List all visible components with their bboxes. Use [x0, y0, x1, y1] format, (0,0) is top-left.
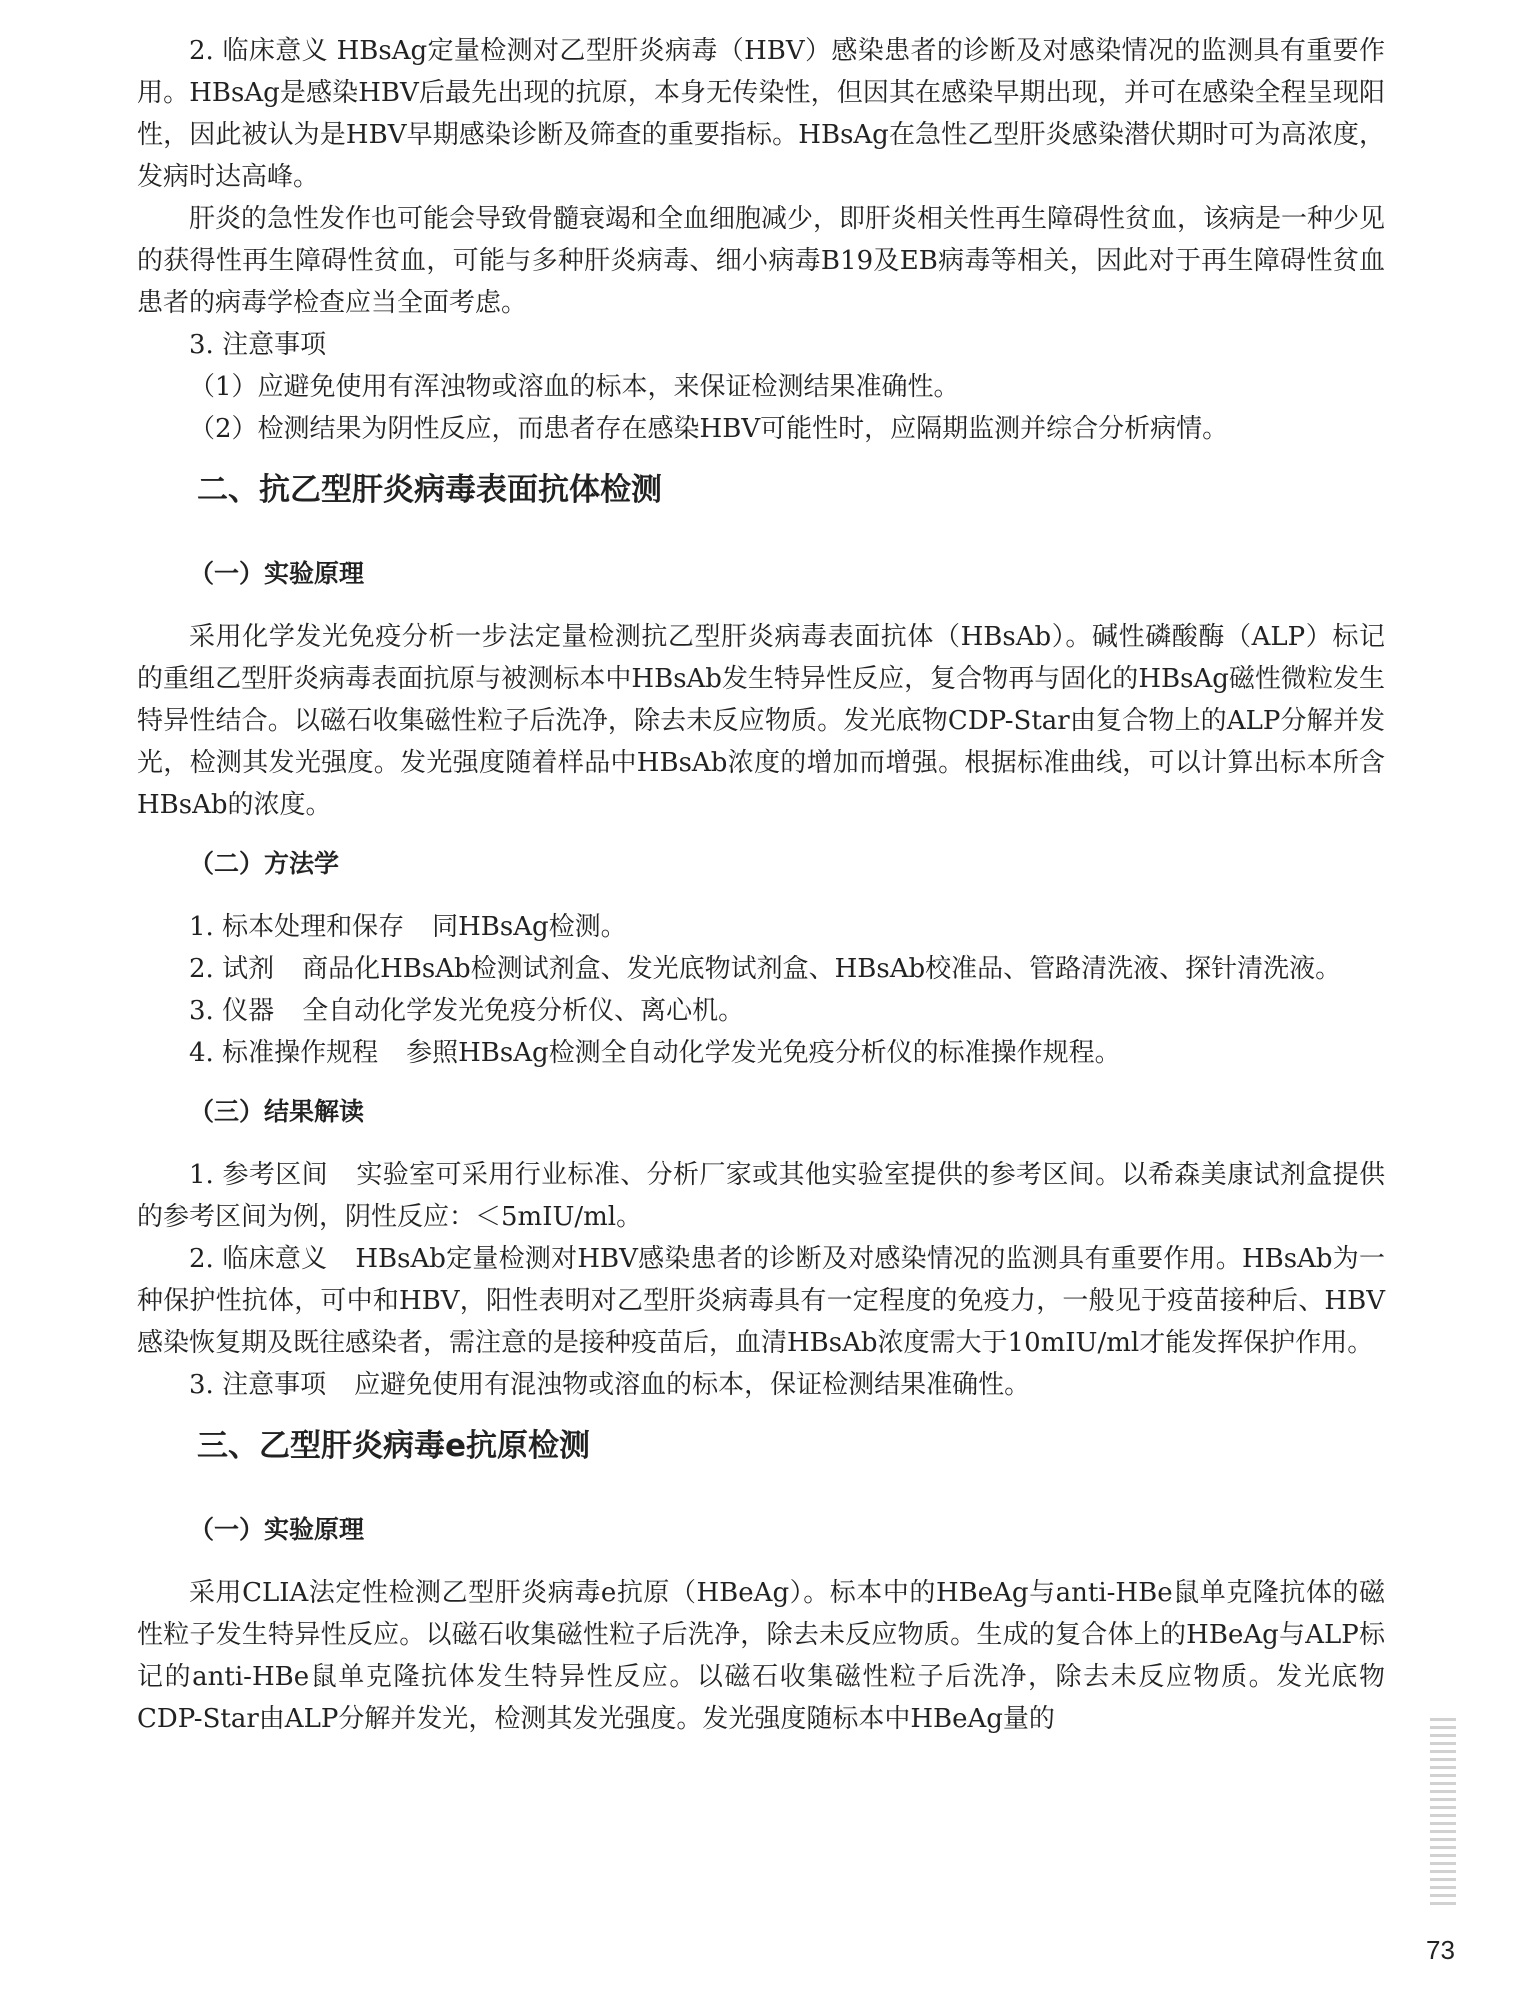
- method-item-label: 4. 标准操作规程: [189, 1038, 379, 1068]
- page-content: [137, 30, 1385, 1740]
- result-item-label: 1. 参考区间: [189, 1160, 328, 1190]
- method-item-label: 2. 试剂: [189, 954, 275, 984]
- result-item: [137, 1154, 1385, 1238]
- method-item-label: 1. 标本处理和保存: [189, 912, 405, 942]
- paragraph-precautions-heading: 3. 注意事项: [189, 330, 327, 360]
- method-item-text: 全自动化学发光免疫分析仪、离心机。: [302, 996, 745, 1026]
- result-item-label: 3. 注意事项: [189, 1370, 327, 1400]
- result-item-text: 实验室可采用行业标准、分析厂家或其他实验室提供的参考区间。以希森美康试剂盒提供的参考区间为例，阴性反应：＜5mIU/ml。: [137, 1160, 1385, 1232]
- method-item: [137, 906, 1385, 948]
- result-item: [137, 1364, 1385, 1406]
- method-item-text: 同HBsAg检测。: [432, 912, 627, 942]
- method-item-text: 商品化HBsAb检测试剂盒、发光底物试剂盒、HBsAb校准品、管路清洗液、探针清洗液。: [302, 954, 1342, 984]
- result-item: [137, 1238, 1385, 1364]
- method-item-text: 参照HBsAg检测全自动化学发光免疫分析仪的标准操作规程。: [406, 1038, 1121, 1068]
- paragraph-precaution-2: （2）检测结果为阴性反应，而患者存在感染HBV可能性时，应隔期监测并综合分析病情。: [189, 414, 1229, 444]
- paragraph-aplastic-anemia: 肝炎的急性发作也可能会导致骨髓衰竭和全血细胞减少，即肝炎相关性再生障碍性贫血，该病是一种少见的获得性再生障碍性贫血，可能与多种肝炎病毒、细小病毒B19及EB病毒等相关，因此对于再生障碍性贫血患者的病毒学检查应当全面考虑。: [137, 204, 1386, 318]
- method-item: [137, 948, 1385, 990]
- paragraph-principle-hbeag: 采用CLIA法定性检测乙型肝炎病毒e抗原（HBeAg）。标本中的HBeAg与anti-HBe鼠单克隆抗体的磁性粒子发生特异性反应。以磁石收集磁性粒子后洗净，除去未反应物质。生成的复合体上的HBeAg与ALP标记的anti-HBe鼠单克隆抗体发生特异性反应。以磁石收集磁性粒子后洗净，除去未反应物质。发光底物CDP-Star由ALP分解并发光，检测其发光强度。发光强度随标本中HBeAg量的: [137, 1578, 1385, 1734]
- result-item-label: 2. 临床意义: [189, 1244, 328, 1274]
- result-item-text: 应避免使用有混浊物或溶血的标本，保证检测结果准确性。: [354, 1370, 1031, 1400]
- paragraph-principle-hbsab: 采用化学发光免疫分析一步法定量检测抗乙型肝炎病毒表面抗体（HBsAb）。碱性磷酸酶（ALP）标记的重组乙型肝炎病毒表面抗原与被测标本中HBsAb发生特异性反应，复合物再与固化的HBsAg磁性微粒发生特异性结合。以磁石收集磁性粒子后洗净，除去未反应物质。发光底物CDP-Star由复合物上的ALP分解并发光，检测其发光强度。发光强度随着样品中HBsAb浓度的增加而增强。根据标准曲线，可以计算出标本所含HBsAb的浓度。: [137, 622, 1385, 820]
- result-item-text: HBsAb定量检测对HBV感染患者的诊断及对感染情况的监测具有重要作用。HBsAb为一种保护性抗体，可中和HBV，阳性表明对乙型肝炎病毒具有一定程度的免疫力，一般见于疫苗接种后、HBV感染恢复期及既往感染者，需注意的是接种疫苗后，血清HBsAb浓度需大于10mIU/ml才能发挥保护作用。: [137, 1244, 1385, 1358]
- paragraph-clinical-significance-hbsag: 2. 临床意义 HBsAg定量检测对乙型肝炎病毒（HBV）感染患者的诊断及对感染情况的监测具有重要作用。HBsAg是感染HBV后最先出现的抗原，本身无传染性，但因其在感染早期出现，并可在感染全程呈现阳性，因此被认为是HBV早期感染诊断及筛查的重要指标。HBsAg在急性乙型肝炎感染潜伏期时可为高浓度，发病时达高峰。: [137, 36, 1385, 192]
- page-edge-decoration: [1430, 1718, 1456, 1908]
- section-heading-hbeag: 三、乙型肝炎病毒e抗原检测: [197, 1428, 591, 1464]
- method-item: [137, 990, 1385, 1032]
- page-number: 73: [1426, 1935, 1455, 1965]
- section-heading-hbsab: 二、抗乙型肝炎病毒表面抗体检测: [197, 472, 662, 508]
- subheading-principle: （一）实验原理: [189, 1515, 365, 1544]
- subheading-methodology: （二）方法学: [189, 849, 340, 878]
- subheading-principle: （一）实验原理: [189, 559, 365, 588]
- subheading-result-interpretation: （三）结果解读: [189, 1097, 365, 1126]
- paragraph-precaution-1: （1）应避免使用有浑浊物或溶血的标本，来保证检测结果准确性。: [189, 372, 960, 402]
- method-item-label: 3. 仪器: [189, 996, 275, 1026]
- method-item: [137, 1032, 1385, 1074]
